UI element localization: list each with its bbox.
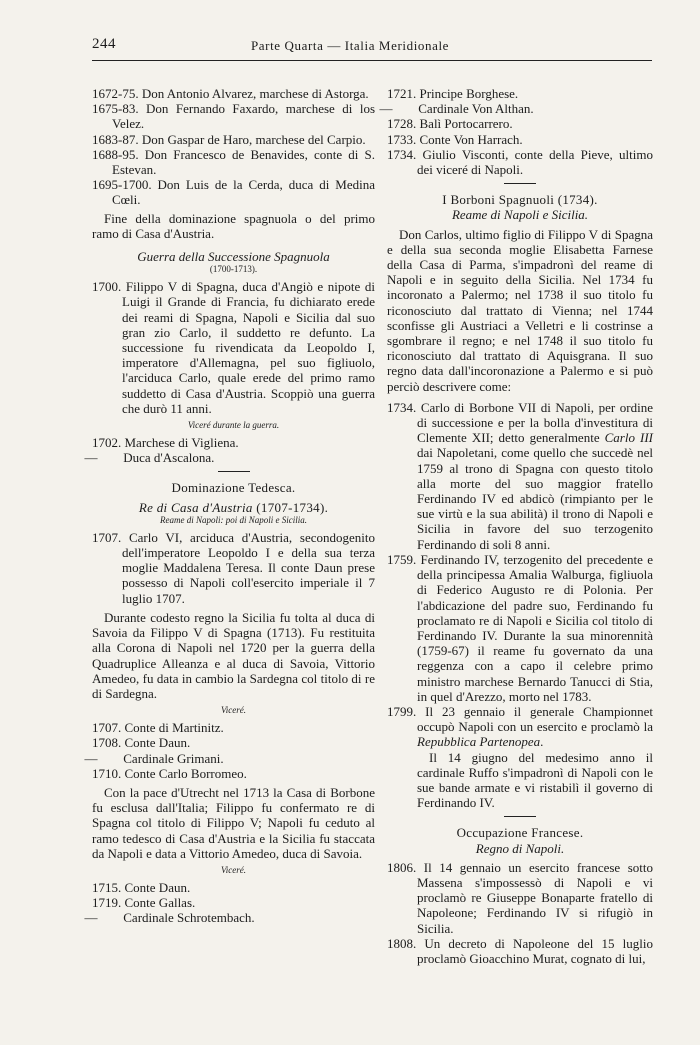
entry-1734-visconti: 1734. Giulio Visconti, conte della Pieve, ultimo dei viceré di Napoli. — [387, 146, 653, 178]
paragraph-ruffo: Il 14 giugno del medesimo anno il cardinale Ruffo s'impadronì di Napoli con le sue bande armate e vi ristabilì il governo di Ferdinando IV. — [417, 749, 653, 811]
name: Principe Borghese. — [419, 86, 519, 101]
german-domination-heading: Dominazione Tedesca. — [171, 480, 296, 496]
viceroy-entry: 1695-1700. Don Luis de la Cerda, duca di Medina Cœli. — [92, 177, 375, 208]
name: Cardinale Schrotembach. — [123, 910, 255, 926]
entry-text: . — [540, 734, 544, 750]
running-head: Parte Quarta — Italia Meridionale — [250, 38, 450, 53]
name: Conte Gallas. — [124, 895, 196, 911]
name: Cardinale Grimani. — [123, 750, 224, 766]
entry-1707: 1707. Carlo VI, arciduca d'Austria, secondogenito dell'imperatore Leopoldo I e della sua terza moglie Maddalena Teresa. Il conte Daun prese possesso di Napoli coll'esercito imperiale il 7 luglio 1707. — [92, 529, 375, 606]
year: — — [379, 101, 393, 117]
year: 1708. — [92, 735, 122, 751]
entry-1806: 1806. Il 14 gennaio un esercito francese sotto Massena s'impossessò di Napoli e vi proclamò re Giuseppe Bonaparte fratello di Napoleone; Ferdinando IV si rifugiò in Sicilia. — [387, 859, 653, 936]
viceroy-item — [387, 132, 653, 147]
name: Conte Carlo Borromeo. — [124, 765, 247, 781]
bourbons-subtitle: Reame di Napoli e Sicilia. — [451, 207, 589, 223]
viceroy-entry: 1672-75. Don Antonio Alvarez, marchese di Astorga. — [92, 86, 369, 101]
name: Conte di Martinitz. — [124, 720, 224, 736]
war-succession-heading: Guerra della Successione Spagnuola — [137, 249, 330, 265]
section-divider — [504, 816, 536, 817]
entry-text: dai Napoletani, come quello che succedè nel 1759 al trono di Spagna con questo titolo alla morte del suo maggior fratello Ferdinando IV ed abdicò (rimpianto per le sue virtù e la sua abilità) il trono di Napoli e Sicilia in favore del suo terzogenito Ferdinando di soli 8 anni. — [417, 445, 653, 552]
entry-1734-carlo — [387, 400, 653, 552]
entry-1808: 1808. Un decreto di Napoleone del 15 luglio proclamò Gioacchino Murat, cognato di lui, — [387, 935, 653, 966]
kingdom-naples-subtitle: Regno di Napoli. — [475, 840, 565, 856]
section-divider — [218, 471, 250, 472]
viceroys-during-war-label: Viceré durante la guerra. — [187, 420, 280, 431]
year: 1733. — [387, 131, 417, 147]
viceroys-label: Viceré. — [220, 705, 247, 716]
name: Balì Portocarrero. — [419, 116, 513, 132]
year: — — [84, 910, 98, 926]
viceroy-item — [379, 101, 653, 117]
viceroy-item — [92, 880, 375, 895]
entry-ascalona — [84, 450, 375, 466]
entry-1759: 1759. Ferdinando IV, terzogenito del precedente e della principessa Amalia Walburga, figliuola di Federico Augusto re di Polonia. Per l'abdicazione del padre suo, Ferdinando fu proclamato re di Napoli e Sicilia col titolo di Ferdinando IV. Durante la sua minorennità (1759-67) il reame fu governato da una reggenza con a capo il celebre primo ministro marchese Bernardo Tanucci di Stia, in quel d'Arezzo, morto nel 1783. — [387, 551, 653, 704]
austrian-kings-heading — [92, 500, 375, 515]
viceroy-item — [387, 116, 653, 131]
end-spanish-rule-text: Fine della dominazione spagnuola o del primo ramo di Casa d'Austria. — [92, 210, 375, 241]
header-rule — [92, 60, 652, 61]
entry-1700: 1700. Filippo V di Spagna, duca d'Angiò e nipote di Luigi il Grande di Francia, fu dichiarato erede dei reami di Spagna, Napoli e Sicilia dal suo gran zio Carlo, il suddetto re defunto. La successione fu rivendicata da Leopoldo I, imperatore d'Allemagna, pel suo figliuolo, l'arciduca Carlo, quale erede del primo ramo suddetto di Casa d'Austria. Scoppiò una guerra che durò 11 anni. — [92, 279, 375, 416]
war-succession-dates: (1700-1713). — [209, 264, 258, 275]
viceroy-entry: 1688-95. Don Francesco de Benavides, conte di S. Estevan. — [92, 146, 375, 178]
left-column — [84, 86, 375, 926]
viceroy-item — [92, 766, 375, 781]
heading-dates: (1707-1734). — [256, 499, 329, 515]
french-occupation-heading: Occupazione Francese. — [456, 825, 584, 841]
year: 1719. — [92, 895, 122, 911]
entry-1799 — [387, 704, 653, 750]
viceroy-item — [92, 720, 375, 735]
viceroy-entry: 1675-83. Don Fernando Faxardo, marchese di los Velez. — [92, 101, 375, 132]
entry-text: 1734. Carlo di Borbone VII di Napoli, per ordine di successione e per la bolla d'investitura di Clemente XII; detto generalmente — [387, 399, 653, 446]
year: — — [84, 750, 98, 766]
heading-italic: Re di Casa d'Austria — [138, 499, 253, 515]
right-column — [379, 86, 653, 966]
viceroy-item — [84, 750, 375, 766]
year: 1721. — [387, 86, 417, 101]
name: Conte Daun. — [124, 879, 191, 895]
dash: — — [84, 450, 98, 466]
year: 1707. — [92, 720, 122, 736]
year: 1715. — [92, 879, 122, 895]
section-divider — [504, 183, 536, 184]
paragraph-durante: Durante codesto regno la Sicilia fu tolta al duca di Savoia da Filippo V di Spagna (1713). Fu restituita alla Corona di Napoli nel 1720 per la guerra della Quadruplice Alleanza e al duca di Savoia, Vittorio Amedeo, fu data in cambio la Sardegna col titolo di re di Sardegna. — [92, 609, 375, 701]
entry-text: 1799. Il 23 gennaio il generale Championnet occupò Napoli con un esercito e proclamò la — [387, 703, 653, 735]
viceroys-label: Viceré. — [220, 864, 247, 875]
viceroy-entry: 1683-87. Don Gaspar de Haro, marchese del Carpio. — [92, 131, 366, 147]
page-number: 244 — [92, 36, 116, 52]
year: 1728. — [387, 116, 417, 132]
name: Conte Daun. — [124, 735, 191, 751]
viceroy-item — [92, 735, 375, 750]
entry-text-italic: Carlo III — [604, 430, 653, 446]
realm-subtitle: Reame di Napoli: poi di Napoli e Sicilia. — [160, 514, 307, 525]
name: Conte Von Harrach. — [419, 131, 523, 147]
entry-text: Duca d'Ascalona. — [123, 450, 215, 466]
viceroy-item — [92, 895, 375, 910]
name: Cardinale Von Althan. — [418, 101, 534, 117]
viceroy-item — [84, 910, 375, 926]
paragraph-utrecht: Con la pace d'Utrecht nel 1713 la Casa di Borbone fu esclusa dall'Italia; Filippo fu confermato re di Spagna col titolo di Filippo V; Napoli fu ceduto al ramo tedesco di Casa d'Austria e la Sicilia fu staccata da Napoli e data a Vittorio Amedeo, duca di Savoia. — [92, 784, 375, 861]
bourbons-heading: I Borboni Spagnuoli (1734). — [442, 192, 598, 208]
year: 1710. — [92, 765, 122, 781]
paragraph-don-carlos: Don Carlos, ultimo figlio di Filippo V di Spagna e della sua seconda moglie Elisabetta Farnese della Casa di Parma, s'impadronì del reame di Napoli e in seguito della Sicilia. Nel 1734 fu incoronato a Palermo; nel 1738 il suo titolo fu riconosciuto dal trattato di Vienna; nel 1744 sconfisse gli Austriaci a Velletri e li costrinse a sgombrare il regno; e nel 1748 il suo titolo fu riconosciuto dal trattato di Aquisgrana. Il suo regno data dall'incoronazione a Palermo e si può perciò descrivere come: — [387, 226, 653, 394]
entry-1702: 1702. Marchese di Vigliena. — [92, 435, 239, 451]
viceroy-item — [387, 86, 653, 101]
entry-text-italic: Repubblica Partenopea — [417, 734, 541, 750]
